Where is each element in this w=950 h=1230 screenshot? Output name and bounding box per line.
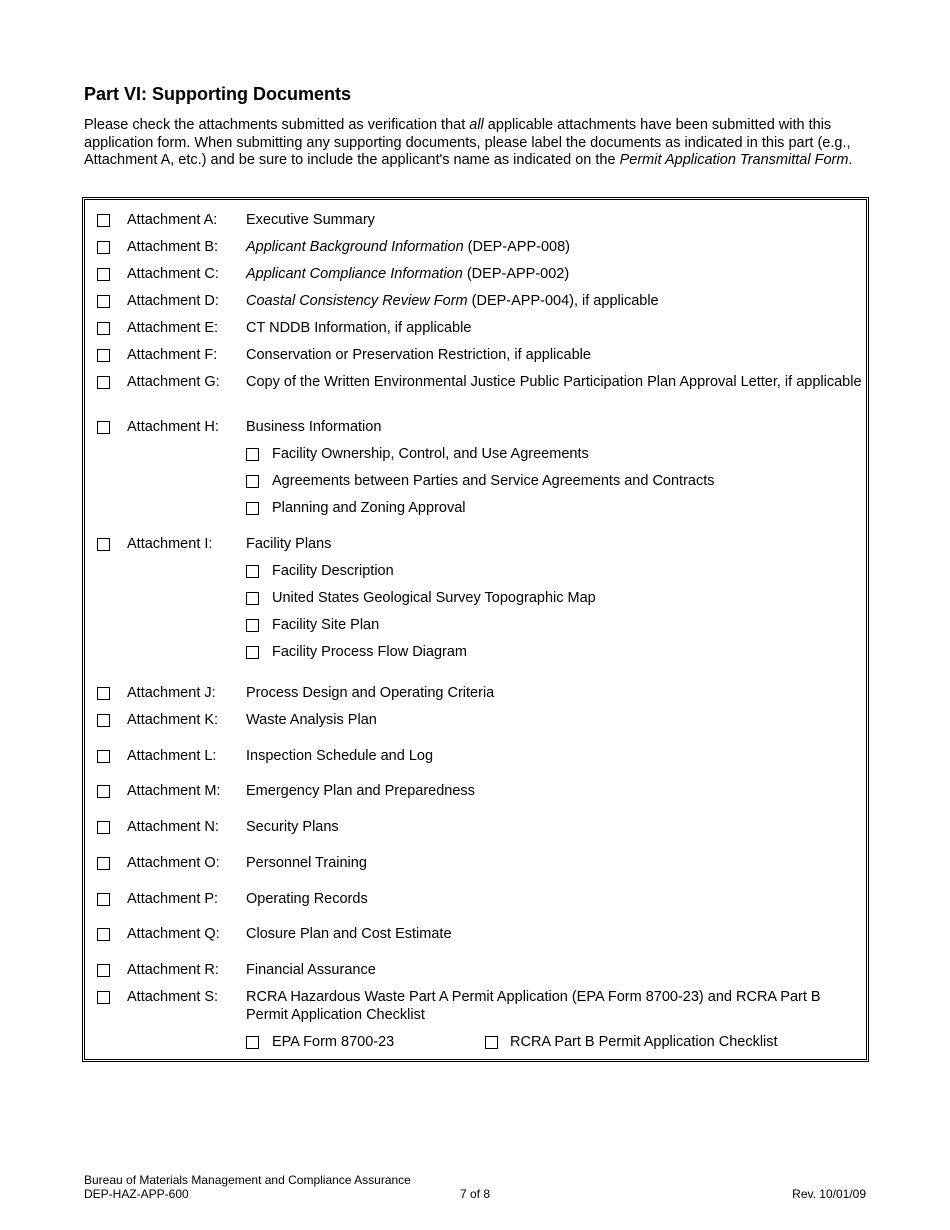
attachment-c-checkbox[interactable] <box>97 268 110 281</box>
footer-bureau-name: Bureau of Materials Management and Compliance Assurance <box>84 1173 411 1187</box>
footer-form-id: DEP-HAZ-APP-600 <box>84 1187 189 1201</box>
attachment-k-description: Waste Analysis Plan <box>246 712 377 728</box>
attachment-q-checkbox[interactable] <box>97 928 110 941</box>
footer-page-number: 7 of 8 <box>460 1187 491 1201</box>
attachment-f-checkbox[interactable] <box>97 349 110 362</box>
attachment-m-label: Attachment M: <box>127 783 221 799</box>
attachment-j-checkbox[interactable] <box>97 687 110 700</box>
attachment-b-form-name: Applicant Background Information <box>246 239 464 255</box>
attachment-l-description: Inspection Schedule and Log <box>246 748 434 764</box>
attachment-b-form-code: (DEP-APP-008) <box>463 239 571 255</box>
rcra-part-b-checklist-label: RCRA Part B Permit Application Checklist <box>510 1034 778 1050</box>
attachment-p-label: Attachment P: <box>127 891 219 907</box>
attachment-d-checkbox[interactable] <box>97 295 110 308</box>
attachment-i-label: Attachment I: <box>127 536 213 552</box>
attachment-o-description: Personnel Training <box>246 855 367 871</box>
intro-emphasis-form-name: Permit Application Transmittal Form <box>619 152 849 168</box>
attachment-l-checkbox[interactable] <box>97 750 110 763</box>
attachment-i-sub-2-label: United States Geological Survey Topographic Map <box>272 590 596 606</box>
attachment-e-description: CT NDDB Information, if applicable <box>246 320 472 336</box>
attachment-a-description: Executive Summary <box>246 212 375 228</box>
intro-emphasis-all: all <box>469 117 484 133</box>
attachment-s-checkbox[interactable] <box>97 991 110 1004</box>
attachment-h-description: Business Information <box>246 419 382 435</box>
instructions-paragraph <box>84 117 860 170</box>
attachment-s-description: RCRA Hazardous Waste Part A Permit Application (EPA Form 8700-23) and RCRA Part B Permit Application Checklist <box>246 989 821 1023</box>
attachment-b-description <box>246 239 862 257</box>
attachment-n-checkbox[interactable] <box>97 821 110 834</box>
rcra-part-b-checklist-checkbox[interactable] <box>485 1036 498 1049</box>
attachment-d-description <box>246 293 862 311</box>
attachment-b-checkbox[interactable] <box>97 241 110 254</box>
attachments-checklist <box>82 197 869 1062</box>
attachment-g-label: Attachment G: <box>127 374 220 390</box>
attachment-a-checkbox[interactable] <box>97 214 110 227</box>
attachment-c-description <box>246 266 862 284</box>
attachment-s-label: Attachment S: <box>127 989 219 1005</box>
attachment-k-label: Attachment K: <box>127 712 219 728</box>
intro-text-1: Please check the attachments submitted as verification that <box>84 117 470 133</box>
attachment-i-sub-1-checkbox[interactable] <box>246 565 259 578</box>
attachment-a-label: Attachment A: <box>127 212 218 228</box>
attachment-m-description: Emergency Plan and Preparedness <box>246 783 475 799</box>
attachment-h-sub-2-label: Agreements between Parties and Service Agreements and Contracts <box>272 473 715 489</box>
attachment-b-label: Attachment B: <box>127 239 219 255</box>
attachment-h-sub-3-checkbox[interactable] <box>246 502 259 515</box>
attachment-p-checkbox[interactable] <box>97 893 110 906</box>
attachment-r-description: Financial Assurance <box>246 962 376 978</box>
epa-form-8700-23-label: EPA Form 8700-23 <box>272 1034 395 1050</box>
attachment-c-label: Attachment C: <box>127 266 219 282</box>
attachment-m-checkbox[interactable] <box>97 785 110 798</box>
attachment-g-description: Copy of the Written Environmental Justice Public Participation Plan Approval Letter, if applicable <box>246 374 862 390</box>
attachment-h-sub-1-label: Facility Ownership, Control, and Use Agreements <box>272 446 589 462</box>
attachment-o-checkbox[interactable] <box>97 857 110 870</box>
attachment-e-label: Attachment E: <box>127 320 219 336</box>
attachment-i-sub-3-label: Facility Site Plan <box>272 617 380 633</box>
attachment-c-form-code: (DEP-APP-002) <box>462 266 570 282</box>
attachment-l-label: Attachment L: <box>127 748 217 764</box>
attachment-g-checkbox[interactable] <box>97 376 110 389</box>
attachment-r-label: Attachment R: <box>127 962 219 978</box>
intro-text-3: . <box>848 152 853 168</box>
attachment-i-sub-2-checkbox[interactable] <box>246 592 259 605</box>
attachment-f-label: Attachment F: <box>127 347 218 363</box>
attachment-n-label: Attachment N: <box>127 819 219 835</box>
attachment-h-sub-3-label: Planning and Zoning Approval <box>272 500 466 516</box>
attachment-h-checkbox[interactable] <box>97 421 110 434</box>
attachment-k-checkbox[interactable] <box>97 714 110 727</box>
attachment-h-sub-2-checkbox[interactable] <box>246 475 259 488</box>
attachment-d-label: Attachment D: <box>127 293 219 309</box>
attachment-q-label: Attachment Q: <box>127 926 220 942</box>
attachment-q-description: Closure Plan and Cost Estimate <box>246 926 452 942</box>
attachment-i-sub-4-label: Facility Process Flow Diagram <box>272 644 467 660</box>
attachment-e-checkbox[interactable] <box>97 322 110 335</box>
attachment-d-form-code: (DEP-APP-004), if applicable <box>467 293 659 309</box>
attachment-i-sub-3-checkbox[interactable] <box>246 619 259 632</box>
attachment-i-description: Facility Plans <box>246 536 332 552</box>
attachment-i-sub-1-label: Facility Description <box>272 563 394 579</box>
attachment-h-label: Attachment H: <box>127 419 219 435</box>
attachment-c-form-name: Applicant Compliance Information <box>246 266 463 282</box>
attachment-o-label: Attachment O: <box>127 855 220 871</box>
footer-revision: Rev. 10/01/09 <box>792 1187 866 1201</box>
attachment-j-label: Attachment J: <box>127 685 216 701</box>
attachment-d-form-name: Coastal Consistency Review Form <box>246 293 468 309</box>
attachment-i-checkbox[interactable] <box>97 538 110 551</box>
attachment-r-checkbox[interactable] <box>97 964 110 977</box>
attachment-i-sub-4-checkbox[interactable] <box>246 646 259 659</box>
epa-form-8700-23-checkbox[interactable] <box>246 1036 259 1049</box>
attachment-f-description: Conservation or Preservation Restriction, if applicable <box>246 347 591 363</box>
attachment-h-sub-1-checkbox[interactable] <box>246 448 259 461</box>
intro-text-2: applicable attachments have been submitted with this application form. When submitting any supporting documents, please label the documents as indicated in this part (e.g., Attachment A, etc.) and be sure to include the applicant's name as indicated on the <box>84 117 851 168</box>
section-title: Part VI: Supporting Documents <box>84 84 352 104</box>
attachment-n-description: Security Plans <box>246 819 339 835</box>
attachment-p-description: Operating Records <box>246 891 368 907</box>
attachment-j-description: Process Design and Operating Criteria <box>246 685 495 701</box>
